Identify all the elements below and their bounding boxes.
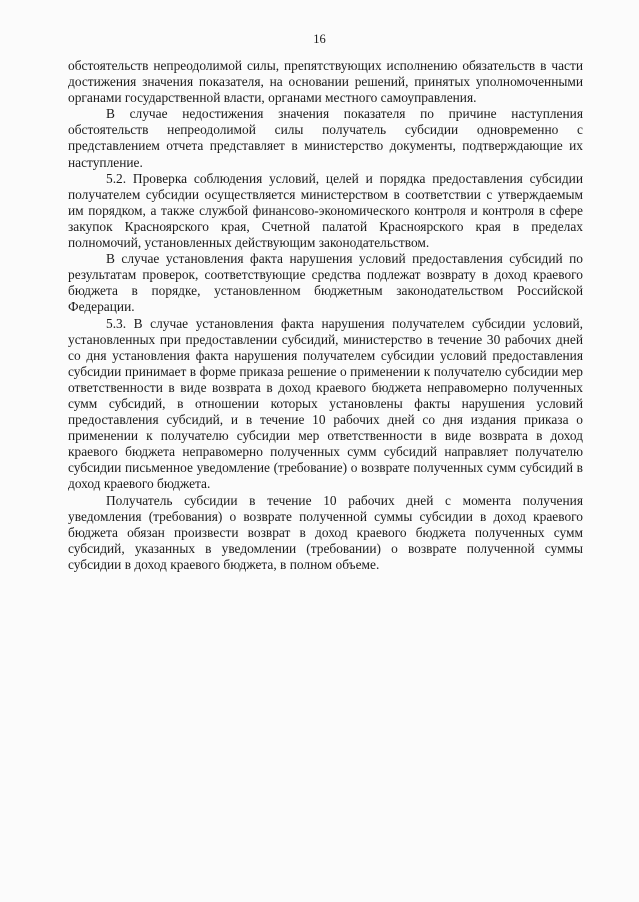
paragraph-refund-after-inspection: В случае установления факта нарушения условий предоставления субсидий по результатам проверок, соответствующие средства подлежат возврату в доход краевого бюджета в порядке, установленном бюджетным законодательством Российской Федерации. (68, 251, 583, 315)
paragraph-section-5-2: 5.2. Проверка соблюдения условий, целей и порядка предоставления субсидии получателем субсидии осуществляется министерством в соответствии с утверждаемым им порядком, а также службой финансово-экономического контроля и контроля в сфере закупок Красноярского края, Счетной палатой Красноярского края в пределах полномочий, установленных действующим законодательством. (68, 170, 583, 251)
paragraph-recipient-refund-obligation: Получатель субсидии в течение 10 рабочих дней с момента получения уведомления (требования) о возврате полученной суммы субсидии в доход краевого бюджета обязан произвести возврат в доход краевого бюджета полученных сумм субсидий, указанных в уведомлении (требовании) о возврате полученной суммы субсидии в доход краевого бюджета, в полном объеме. (68, 492, 583, 572)
paragraph-force-majeure-continuation: обстоятельств непреодолимой силы, препятствующих исполнению обязательств в части достижения значения показателя, на основании решений, принятых уполномоченными органами государственной власти, органами местного самоуправления. (68, 58, 583, 106)
page-number: 16 (313, 32, 326, 46)
paragraph-section-5-3: 5.3. В случае установления факта нарушения получателем субсидии условий, установленных при предоставлении субсидий, министерство в течение 30 рабочих дней со дня установления факта нарушения получателем субсидии условий предоставления субсидии принимает в форме приказа решение о применении к получателю субсидии мер ответственности в виде возврата в доход краевого бюджета неправомерно полученных сумм субсидий, в отношении которых установлены факты нарушения условий предоставления субсидий, и в течение 10 рабочих дней со дня издания приказа о применении к получателю субсидии мер ответственности в виде возврата в доход краевого бюджета неправомерно полученных сумм субсидий направляет получателю субсидии письменное уведомление (требование) о возврате полученных сумм субсидий в доход краевого бюджета. (68, 315, 583, 492)
paragraph-force-majeure-documents: В случае недостижения значения показателя по причине наступления обстоятельств непреодолимой силы получатель субсидии одновременно с представлением отчета представляет в министерство документы, подтверждающие их наступление. (68, 106, 583, 170)
document-body (68, 58, 583, 573)
